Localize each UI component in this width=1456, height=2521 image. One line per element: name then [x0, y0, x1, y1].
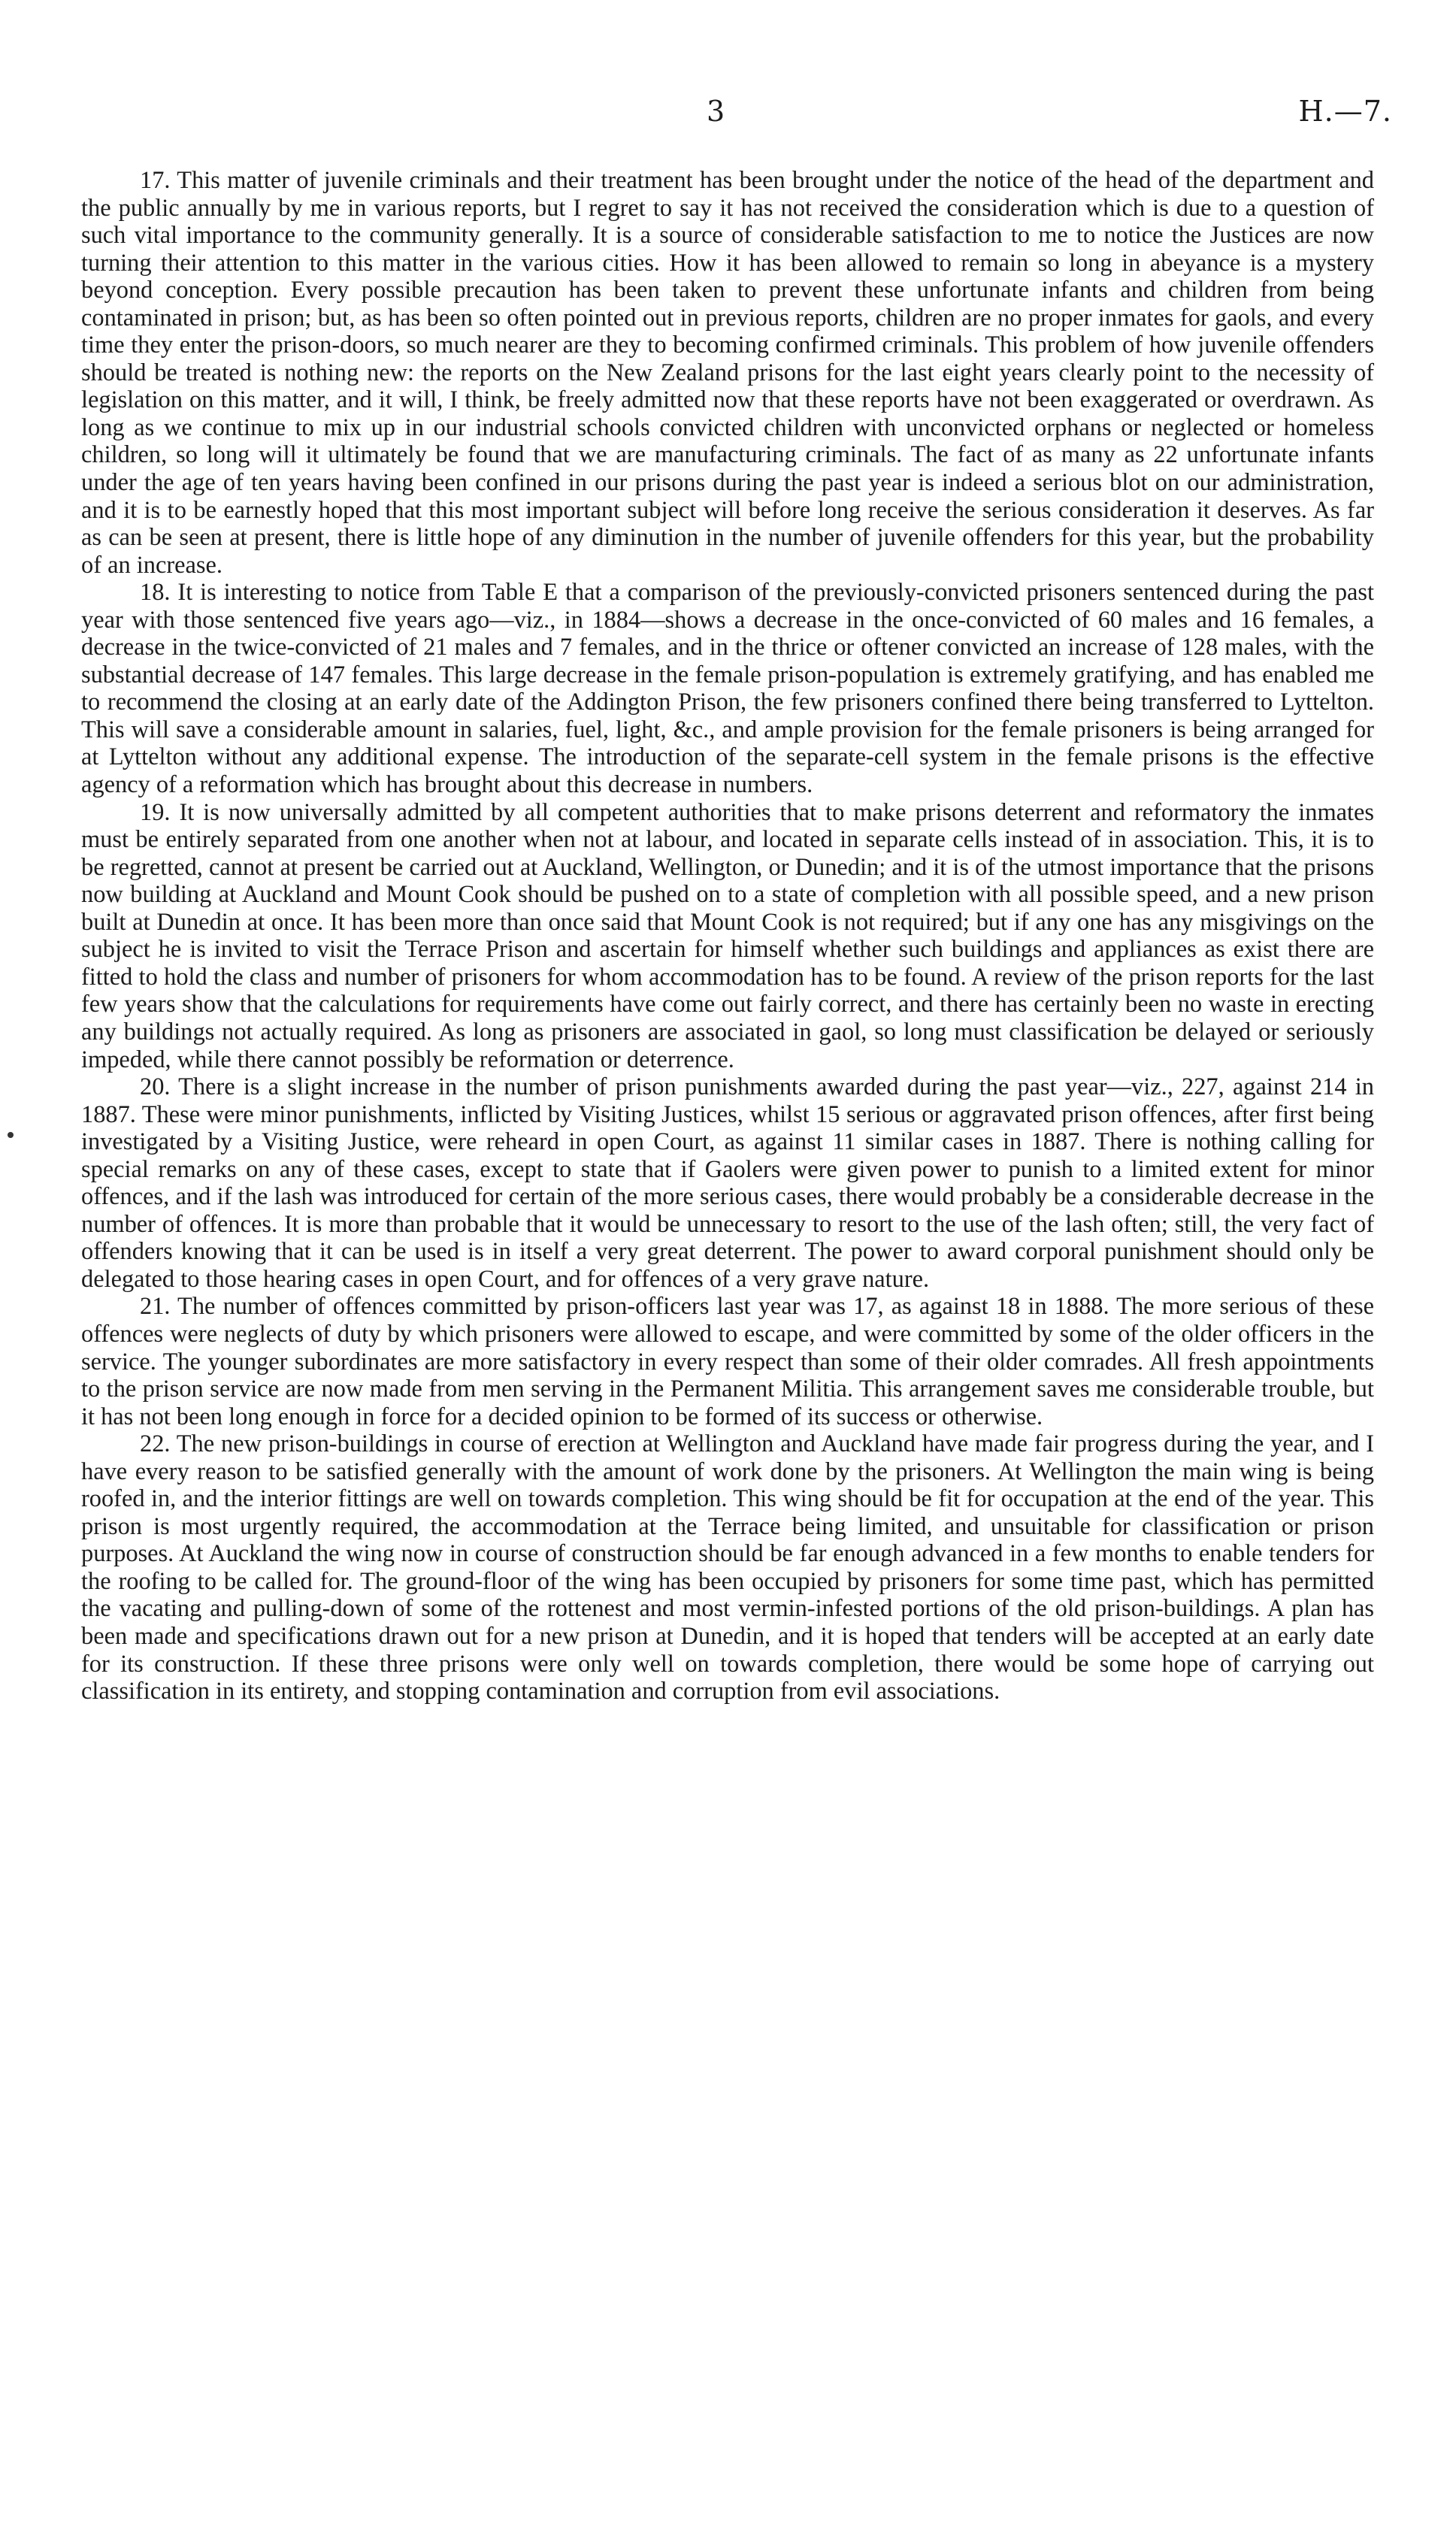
report-body — [81, 167, 1374, 1705]
paragraph-21: 21. The number of offences committed by prison-officers last year was 17, as against 18 in 1888. The more serious of these offences were neglects of duty by which prisoners were allowed to escape, and were committed by some of the older officers in the service. The younger subordinates are more satisfactory in every respect than some of their older comrades. All fresh appointments to the prison service are now made from men serving in the Permanent Militia. This arrangement saves me considerable trouble, but it has not been long enough in force for a decided opinion to be formed of its success or otherwise. — [81, 1293, 1374, 1430]
paragraph-19: 19. It is now universally admitted by all competent authorities that to make prisons deterrent and reformatory the inmates must be entirely separated from one another when not at labour, and located in separate cells instead of in association. This, it is to be regretted, cannot at present be carried out at Auckland, Wellington, or Dunedin; and it is of the utmost importance that the prisons now building at Auckland and Mount Cook should be pushed on to a state of completion with all possible speed, and a new prison built at Dunedin at once. It has been more than once said that Mount Cook is not required; but if any one has any misgivings on the subject he is invited to visit the Terrace Prison and ascertain for himself whether such buildings and appliances as exist there are fitted to hold the class and number of prisoners for whom accommodation has to be found. A review of the prison reports for the last few years show that the calculations for requirements have come out fairly correct, and there has certainly been no waste in erecting any buildings not actually required. As long as prisoners are associated in gaol, so long must classification be delayed or seriously impeded, while there cannot possibly be reformation or deterrence. — [81, 798, 1374, 1073]
paragraph-22: 22. The new prison-buildings in course of erection at Wellington and Auckland have made fair progress during the year, and I have every reason to be satisfied generally with the amount of work done by the prisoners. At Wellington the main wing is being roofed in, and the interior fittings are well on towards completion. This wing should be fit for occupation at the end of the year. This prison is most urgently required, the accommodation at the Terrace being limited, and unsuitable for classification or prison purposes. At Auckland the wing now in course of construction should be far enough advanced in a few months to enable tenders for the roofing to be called for. The ground-floor of the wing has been occupied by prisoners for some time past, which has permitted the vacating and pulling-down of some of the rottenest and most vermin-infested portions of the old prison-buildings. A plan has been made and specifications drawn out for a new prison at Dunedin, and it is hoped that tenders will be accepted at an early date for its construction. If these three prisons were only well on towards completion, there would be some hope of carrying out classification in its entirety, and stopping contamination and corruption from evil associations. — [81, 1430, 1374, 1705]
document-reference: H.—7. — [1298, 95, 1392, 128]
paragraph-20: 20. There is a slight increase in the number of prison punishments awarded during the past year—viz., 227, against 214 in 1887. These were minor punishments, inflicted by Visiting Justices, whilst 15 serious or aggravated prison offences, after first being investigated by a Visiting Justice, were reheard in open Court, as against 11 similar cases in 1887. There is nothing calling for special remarks on any of these cases, except to state that if Gaolers were given power to punish to a limited extent for minor offences, and if the lash was introduced for certain of the more serious cases, there would probably be a considerable decrease in the number of offences. It is more than probable that it would be unnecessary to resort to the use of the lash often; still, the very fact of offenders knowing that it can be used is in itself a very great deterrent. The power to award corporal punishment should only be delegated to those hearing cases in open Court, and for offences of a very grave nature. — [81, 1073, 1374, 1293]
paragraph-18: 18. It is interesting to notice from Table E that a comparison of the previously-convicted prisoners sentenced during the past year with those sentenced five years ago—viz., in 1884—shows a decrease in the once-convicted of 60 males and 16 females, a decrease in the twice-convicted of 21 males and 7 females, and in the thrice or oftener convicted an increase of 128 males, with the substantial decrease of 147 females. This large decrease in the female prison-population is extremely gratifying, and has enabled me to recommend the closing at an early date of the Addington Prison, the few prisoners confined there being transferred to Lyttelton. This will save a considerable amount in salaries, fuel, light, &c., and ample provision for the female prisoners is being arranged for at Lyttelton without any additional expense. The introduction of the separate-cell system in the female prisons is the effective agency of a reformation which has brought about this decrease in numbers. — [81, 579, 1374, 799]
paragraph-17: 17. This matter of juvenile criminals and their treatment has been brought under the notice of the head of the department and the public annually by me in various reports, but I regret to say it has not received the consideration which is due to a question of such vital importance to the community generally. It is a source of considerable satisfaction to me to notice the Justices are now turning their attention to this matter in the various cities. How it has been allowed to remain so long in abeyance is a mystery beyond conception. Every possible precaution has been taken to prevent these unfortunate infants and children from being contaminated in prison; but, as has been so often pointed out in previous reports, children are no proper inmates for gaols, and every time they enter the prison-doors, so much nearer are they to becoming confirmed criminals. This problem of how juvenile offenders should be treated is nothing new: the reports on the New Zealand prisons for the last eight years clearly point to the necessity of legislation on this matter, and it will, I think, be freely admitted now that these reports have not been exaggerated or overdrawn. As long as we continue to mix up in our industrial schools convicted children with unconvicted orphans or neglected or homeless children, so long will it ultimately be found that we are manufacturing criminals. The fact of as many as 22 unfortunate infants under the age of ten years having been confined in our prisons during the past year is indeed a serious blot on our administration, and it is to be earnestly hoped that this most important subject will before long receive the serious consideration it deserves. As far as can be seen at present, there is little hope of any diminution in the number of juvenile offenders for this year, but the probability of an increase. — [81, 167, 1374, 579]
page-number: 3 — [707, 95, 725, 128]
stray-ink-mark — [8, 1132, 14, 1138]
